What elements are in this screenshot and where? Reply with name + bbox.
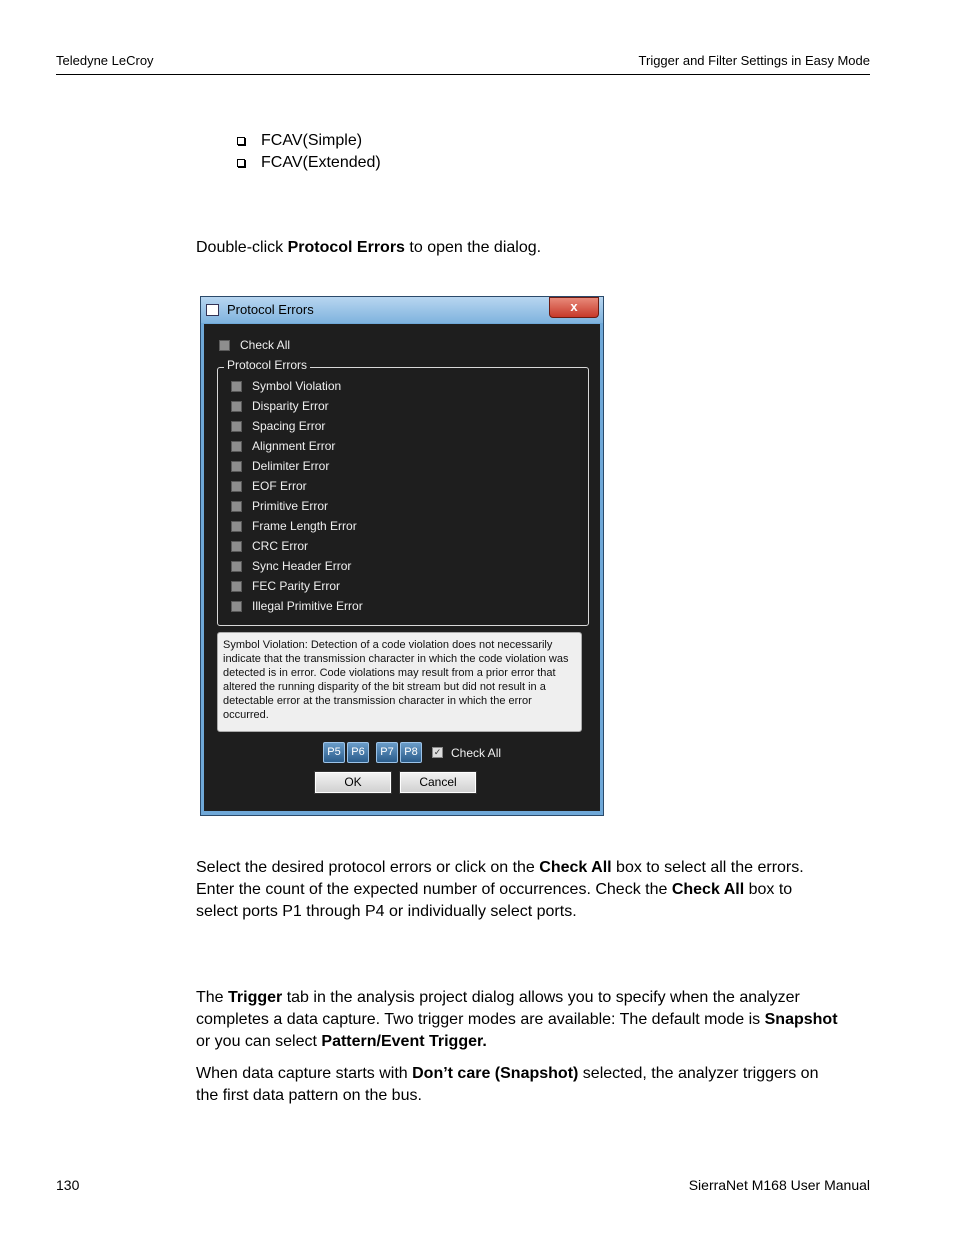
error-checkbox[interactable] bbox=[231, 501, 242, 512]
error-row-eof[interactable] bbox=[231, 479, 307, 493]
error-checkbox[interactable] bbox=[231, 541, 242, 552]
error-row-crc[interactable] bbox=[231, 539, 308, 553]
bullet-text: FCAV(Simple) bbox=[261, 132, 363, 149]
port-selector bbox=[323, 742, 501, 763]
dialog-titlebar bbox=[201, 297, 603, 323]
bold-text: Check All bbox=[671, 881, 745, 898]
window-icon bbox=[206, 304, 219, 316]
manual-title: SierraNet M168 User Manual bbox=[688, 1177, 870, 1193]
bullet-text: FCAV(Extended) bbox=[261, 154, 381, 171]
text: completes a data capture. Two trigger modes are available: The default mode is bbox=[196, 1011, 765, 1028]
error-label: Frame Length Error bbox=[252, 519, 357, 533]
error-checkbox[interactable] bbox=[231, 441, 242, 452]
ports-check-all[interactable] bbox=[432, 746, 501, 760]
error-label: Alignment Error bbox=[252, 439, 336, 453]
bold-text: Don’t care (Snapshot) bbox=[412, 1065, 579, 1082]
text: Enter the count of the expected number of occurrences. Check the bbox=[196, 881, 672, 898]
error-row-primitive[interactable] bbox=[231, 499, 328, 513]
close-button[interactable]: x bbox=[549, 297, 599, 318]
dialog-title: Protocol Errors bbox=[227, 302, 314, 317]
text: The bbox=[196, 989, 229, 1006]
paragraph-select-errors bbox=[196, 857, 876, 923]
error-label: Primitive Error bbox=[252, 499, 329, 513]
bullet-item bbox=[237, 152, 381, 174]
error-row-symbol-violation[interactable] bbox=[231, 379, 341, 393]
error-row-spacing[interactable] bbox=[231, 419, 325, 433]
error-label: CRC Error bbox=[252, 539, 308, 553]
bold-text: Snapshot bbox=[764, 1011, 838, 1028]
error-label: Spacing Error bbox=[252, 419, 326, 433]
text: the first data pattern on the bus. bbox=[196, 1087, 422, 1104]
error-checkbox[interactable] bbox=[231, 461, 242, 472]
dialog-body bbox=[204, 324, 600, 811]
check-all-row[interactable] bbox=[219, 338, 290, 352]
error-label: Symbol Violation bbox=[252, 379, 342, 393]
ports-check-all-checkbox[interactable]: ✓ bbox=[433, 747, 442, 757]
port-button-p5[interactable]: P5 bbox=[323, 742, 345, 763]
bullet-square-icon bbox=[237, 137, 245, 145]
error-checkbox[interactable] bbox=[231, 401, 242, 412]
bullet-list bbox=[237, 130, 381, 174]
bullet-square-icon bbox=[237, 159, 245, 167]
bold-text: Trigger bbox=[228, 989, 283, 1006]
bold-text: Protocol Errors bbox=[287, 239, 405, 256]
text: Select the desired protocol errors or click on the bbox=[196, 859, 540, 876]
text: select ports P1 through P4 or individually select ports. bbox=[196, 903, 577, 920]
text: selected, the analyzer triggers on bbox=[578, 1065, 819, 1082]
protocol-errors-dialog bbox=[200, 296, 604, 816]
paragraph-trigger-tab bbox=[196, 987, 876, 1053]
error-checkbox[interactable] bbox=[231, 561, 242, 572]
header-rule bbox=[56, 74, 870, 75]
bullet-item bbox=[237, 130, 381, 152]
error-checkbox[interactable] bbox=[231, 581, 242, 592]
ports-check-all-label: Check All bbox=[451, 745, 502, 760]
error-label: Delimiter Error bbox=[252, 459, 330, 473]
error-label: FEC Parity Error bbox=[252, 579, 341, 593]
group-label: Protocol Errors bbox=[224, 358, 310, 372]
error-label: Sync Header Error bbox=[252, 559, 352, 573]
error-row-delimiter[interactable] bbox=[231, 459, 329, 473]
error-checkbox[interactable] bbox=[231, 601, 242, 612]
error-label: EOF Error bbox=[252, 479, 307, 493]
error-label: Illegal Primitive Error bbox=[252, 599, 363, 613]
error-row-disparity[interactable] bbox=[231, 399, 329, 413]
cancel-button[interactable]: Cancel bbox=[399, 771, 477, 794]
ok-button[interactable]: OK bbox=[314, 771, 392, 794]
header-right: Trigger and Filter Settings in Easy Mode bbox=[638, 53, 870, 68]
error-description-box: Symbol Violation: Detection of a code violation does not necessarily indicate that the transmission character in which the code violation was detected is in error. Code violations may result from a prior error that altered the running disparity of the bit stream but did not result in a detectable error at the transmission character in which the error occurred. bbox=[217, 632, 582, 732]
error-label: Disparity Error bbox=[252, 399, 329, 413]
error-row-illegal-primitive[interactable] bbox=[231, 599, 363, 613]
error-row-sync-header[interactable] bbox=[231, 559, 351, 573]
text: to open the dialog. bbox=[404, 239, 542, 256]
text: When data capture starts with bbox=[196, 1065, 413, 1082]
error-row-alignment[interactable] bbox=[231, 439, 335, 453]
check-all-label: Check All bbox=[240, 338, 291, 352]
port-button-p8[interactable]: P8 bbox=[400, 742, 422, 763]
port-button-p7[interactable]: P7 bbox=[376, 742, 398, 763]
paragraph-snapshot bbox=[196, 1063, 876, 1107]
error-checkbox[interactable] bbox=[231, 521, 242, 532]
error-row-frame-length[interactable] bbox=[231, 519, 357, 533]
page-number: 130 bbox=[56, 1177, 80, 1193]
error-row-fec-parity[interactable] bbox=[231, 579, 340, 593]
error-checkbox[interactable] bbox=[231, 421, 242, 432]
intro-paragraph bbox=[196, 237, 876, 259]
port-button-p6[interactable]: P6 bbox=[347, 742, 369, 763]
error-checkbox[interactable] bbox=[231, 381, 242, 392]
text: box to bbox=[744, 881, 793, 898]
error-checkbox[interactable] bbox=[231, 481, 242, 492]
bold-text: Pattern/Event Trigger. bbox=[321, 1033, 487, 1050]
text: box to select all the errors. bbox=[611, 859, 804, 876]
text: or you can select bbox=[196, 1033, 322, 1050]
header-left: Teledyne LeCroy bbox=[56, 53, 154, 68]
text: tab in the analysis project dialog allows you to specify when the analyzer bbox=[282, 989, 800, 1006]
check-all-checkbox[interactable] bbox=[219, 340, 230, 351]
text: Double-click bbox=[196, 239, 288, 256]
bold-text: Check All bbox=[539, 859, 612, 876]
